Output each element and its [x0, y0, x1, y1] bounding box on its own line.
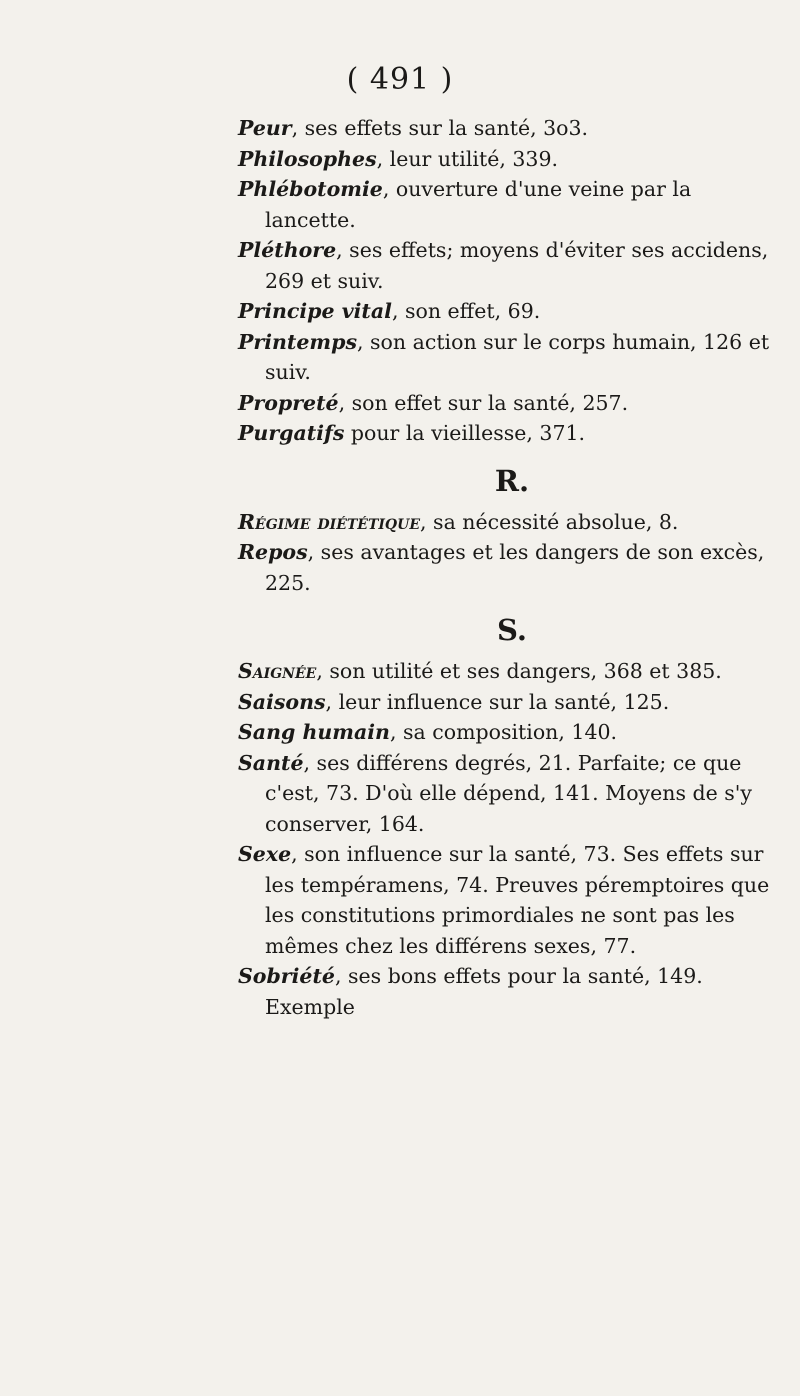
- index-entry: [238, 537, 786, 598]
- entry-head: Principe vital: [238, 299, 392, 323]
- entry-head: Propreté: [238, 390, 339, 415]
- entry-text: , ses avantages et les dangers de son excès, 225.: [265, 540, 765, 595]
- index-entry: [238, 839, 786, 961]
- entry-head: Philosophes: [238, 146, 377, 171]
- index-entry: [238, 961, 786, 1022]
- entry-text: , leur influence sur la santé, 125.: [325, 689, 670, 714]
- entry-text: , son effet sur la santé, 257.: [338, 390, 629, 415]
- entry-text: , son influence sur la santé, 73. Ses effets sur les tempéramens, 74. Preuves péremptoires que les constitutions primordiales ne sont pas les mêmes chez les différens sexes, 77.: [265, 842, 770, 958]
- index-entry: [238, 327, 786, 388]
- index-entry: [238, 113, 786, 144]
- section-letter-r: R.: [494, 463, 530, 498]
- index-column: [238, 113, 786, 1022]
- section-letter-s: S.: [496, 613, 527, 647]
- index-entry: [238, 174, 786, 235]
- entry-head: Printemps: [238, 329, 357, 354]
- entry-head: Sexe: [238, 842, 292, 866]
- entry-text: , ses différens degrés, 21. Parfaite; ce que c'est, 73. D'où elle dépend, 141. Moyens de s'y conserver, 164.: [265, 750, 753, 836]
- index-entry: [238, 687, 786, 718]
- entry-head: Saignée: [238, 659, 317, 683]
- entry-head: Sang humain: [238, 720, 390, 744]
- index-entry: [238, 296, 786, 327]
- entry-head: Repos: [238, 540, 308, 564]
- entry-text: , sa nécessité absolue, 8.: [420, 509, 679, 534]
- index-entry: [238, 656, 786, 687]
- entry-text: , son utilité et ses dangers, 368 et 385.: [316, 659, 722, 683]
- entry-text: , leur utilité, 339.: [376, 146, 559, 171]
- index-entry: [238, 507, 786, 538]
- entry-head: Régime diététique: [238, 509, 421, 534]
- entry-text: pour la vieillesse, 371.: [344, 421, 586, 445]
- entry-text: , ses effets; moyens d'éviter ses accidens, 269 et suiv.: [265, 238, 769, 293]
- entry-head: Pléthore: [238, 238, 337, 262]
- entry-text: , ses bons effets pour la santé, 149. Exemple: [265, 964, 703, 1019]
- entry-head: Peur: [238, 116, 292, 140]
- index-entry: [238, 717, 786, 748]
- entry-head: Saisons: [238, 689, 326, 714]
- entry-text: , son action sur le corps humain, 126 et suiv.: [265, 329, 770, 384]
- index-entry: [238, 418, 786, 449]
- page-number: ( 491 ): [346, 62, 454, 97]
- index-entry: [238, 235, 786, 296]
- entry-text: , ses effets sur la santé, 3o3.: [291, 116, 589, 140]
- entry-head: Sobriété: [238, 964, 335, 988]
- entry-text: , ouverture d'une veine par la lancette.: [265, 177, 692, 232]
- entry-head: Phlébotomie: [238, 177, 383, 201]
- entry-head: Santé: [238, 750, 304, 775]
- index-entry: [238, 388, 786, 419]
- index-entry: [238, 144, 786, 175]
- index-entry: [238, 748, 786, 840]
- entry-text: , sa composition, 140.: [389, 720, 618, 744]
- entry-head: Purgatifs: [238, 421, 345, 445]
- entry-text: , son effet, 69.: [391, 299, 541, 323]
